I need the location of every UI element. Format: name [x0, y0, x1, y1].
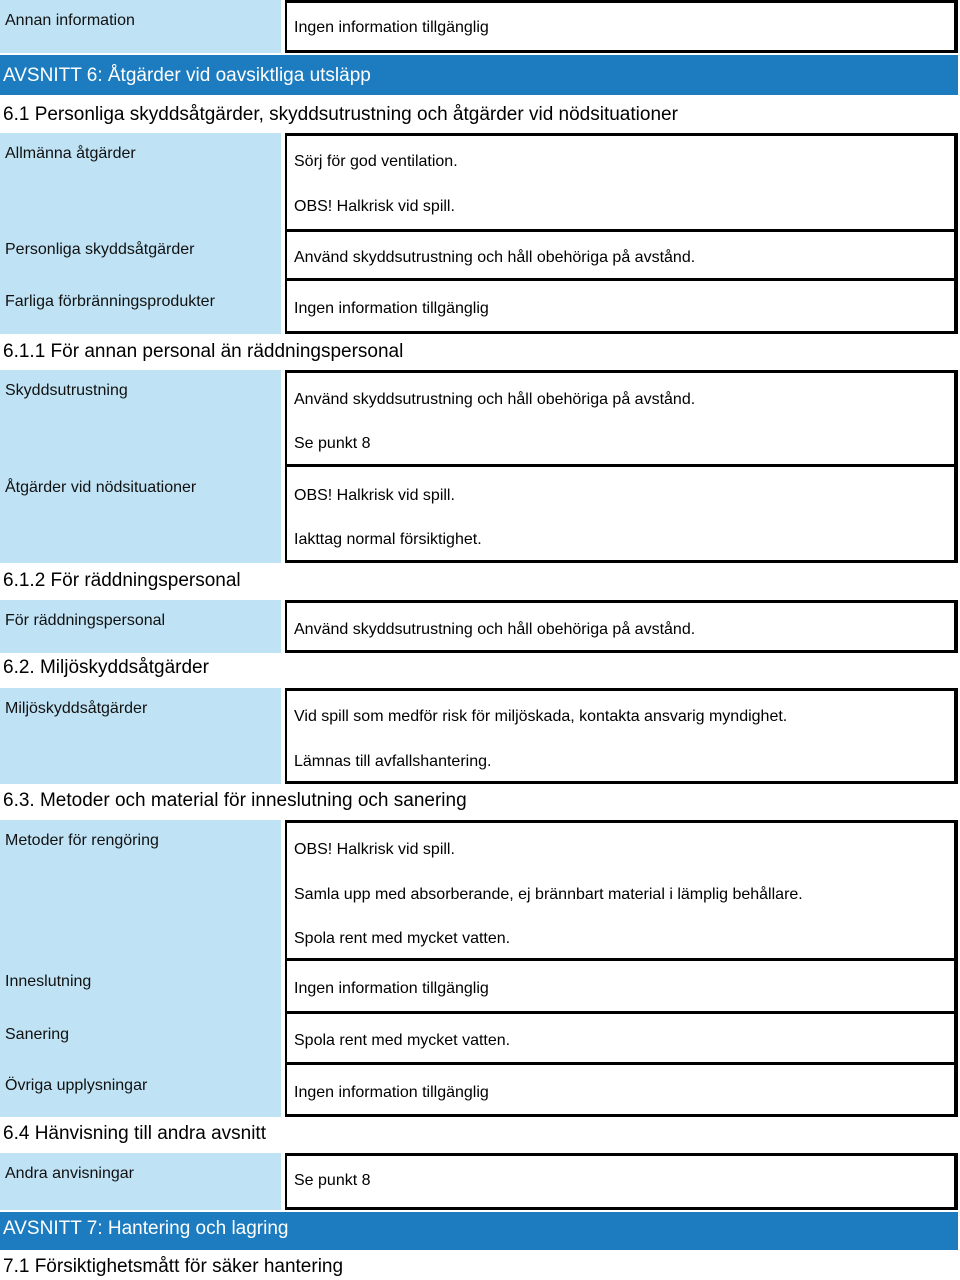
row-label-cell: [0, 229, 281, 281]
row-atgarder-vid-nodsituationer: [0, 467, 960, 563]
value-line: OBS! Halkrisk vid spill.: [294, 487, 455, 504]
row-skyddsutrustning: [0, 370, 960, 467]
section-6-header: [0, 55, 958, 95]
row-value-cell: [285, 281, 958, 334]
value-line: Använd skyddsutrustning och håll obehöriga på avstånd.: [294, 249, 696, 266]
value-line: Samla upp med absorberande, ej brännbart material i lämplig behållare.: [294, 886, 803, 903]
subsection-6-1-1-heading: 6.1.1 För annan personal än räddningspersonal: [3, 341, 404, 362]
row-inneslutning: [0, 961, 960, 1014]
row-value-cell: [285, 820, 958, 961]
row-value-cell: [285, 370, 958, 467]
value-line: OBS! Halkrisk vid spill.: [294, 198, 455, 215]
value-line: Spola rent med mycket vatten.: [294, 1032, 511, 1049]
row-farliga-forbranningsprodukter: [0, 281, 960, 334]
row-ovriga-upplysningar: [0, 1065, 960, 1117]
row-label-cell: [0, 1153, 281, 1210]
value-line: Ingen information tillgänglig: [294, 1084, 489, 1101]
row-andra-anvisningar: [0, 1153, 960, 1210]
subsection-6-1-heading: 6.1 Personliga skyddsåtgärder, skyddsutrustning och åtgärder vid nödsituationer: [3, 104, 678, 125]
row-value-cell: [285, 688, 958, 784]
row-label: Annan information: [5, 12, 135, 29]
row-sanering: [0, 1014, 960, 1065]
value-line: Ingen information tillgänglig: [294, 980, 489, 997]
row-label-cell: [0, 0, 281, 53]
row-label-cell: [0, 370, 281, 467]
row-value-cell: [285, 961, 958, 1014]
value-line: Ingen information tillgänglig: [294, 19, 489, 36]
row-value-cell: [285, 1014, 958, 1065]
subsection-6-4-heading: 6.4 Hänvisning till andra avsnitt: [3, 1123, 266, 1144]
row-label-cell: [0, 688, 281, 784]
row-label-cell: [0, 961, 281, 1014]
subsection-6-2-heading: 6.2. Miljöskyddsåtgärder: [3, 657, 209, 678]
row-label-cell: [0, 600, 281, 653]
row-personliga-skyddsatgarder: [0, 229, 960, 281]
row-label-cell: [0, 1014, 281, 1065]
row-label: Personliga skyddsåtgärder: [5, 241, 195, 258]
value-line: Spola rent med mycket vatten.: [294, 930, 511, 947]
row-label-cell: [0, 1065, 281, 1117]
subsection-6-1-2-heading: 6.1.2 För räddningspersonal: [3, 570, 241, 591]
row-label-cell: [0, 281, 281, 334]
value-line: OBS! Halkrisk vid spill.: [294, 841, 455, 858]
value-line: Se punkt 8: [294, 1172, 371, 1189]
value-line: Använd skyddsutrustning och håll obehöriga på avstånd.: [294, 621, 696, 638]
value-line: Använd skyddsutrustning och håll obehöriga på avstånd.: [294, 391, 696, 408]
row-label: Övriga upplysningar: [5, 1077, 148, 1094]
value-line: Lämnas till avfallshantering.: [294, 753, 492, 770]
row-label-cell: [0, 820, 281, 961]
row-label: Miljöskyddsåtgärder: [5, 700, 148, 717]
row-annan-information: [0, 0, 960, 53]
row-value-cell: [285, 1065, 958, 1117]
row-metoder-for-rengoring: [0, 820, 960, 961]
row-label: Åtgärder vid nödsituationer: [5, 479, 197, 496]
row-label-cell: [0, 467, 281, 563]
subsection-6-3-heading: 6.3. Metoder och material för inneslutning och sanering: [3, 790, 467, 811]
row-for-raddningspersonal: [0, 600, 960, 653]
row-value-cell: [285, 0, 958, 53]
value-line: Ingen information tillgänglig: [294, 300, 489, 317]
section-title: AVSNITT 6: Åtgärder vid oavsiktliga utsläpp: [3, 65, 371, 86]
row-label: Skyddsutrustning: [5, 382, 128, 399]
row-value-cell: [285, 133, 958, 229]
row-label: Andra anvisningar: [5, 1165, 134, 1182]
value-line: Sörj för god ventilation.: [294, 153, 458, 170]
section-7-header: [0, 1212, 958, 1250]
subsection-7-1-heading: 7.1 Försiktighetsmått för säker hantering: [3, 1256, 344, 1277]
row-miljoskyddsatgarder: [0, 688, 960, 784]
row-value-cell: [285, 600, 958, 653]
row-value-cell: [285, 229, 958, 281]
row-value-cell: [285, 467, 958, 563]
row-label: Farliga förbränningsprodukter: [5, 293, 215, 310]
row-label-cell: [0, 133, 281, 229]
section-title: AVSNITT 7: Hantering och lagring: [3, 1218, 289, 1239]
row-allmanna-atgarder: [0, 133, 960, 229]
row-label: Inneslutning: [5, 973, 92, 990]
row-label: För räddningspersonal: [5, 612, 166, 629]
row-label: Metoder för rengöring: [5, 832, 159, 849]
value-line: Iakttag normal försiktighet.: [294, 531, 482, 548]
value-line: Vid spill som medför risk för miljöskada, kontakta ansvarig myndighet.: [294, 708, 788, 725]
row-value-cell: [285, 1153, 958, 1210]
row-label: Allmänna åtgärder: [5, 145, 136, 162]
row-label: Sanering: [5, 1026, 70, 1043]
value-line: Se punkt 8: [294, 435, 371, 452]
